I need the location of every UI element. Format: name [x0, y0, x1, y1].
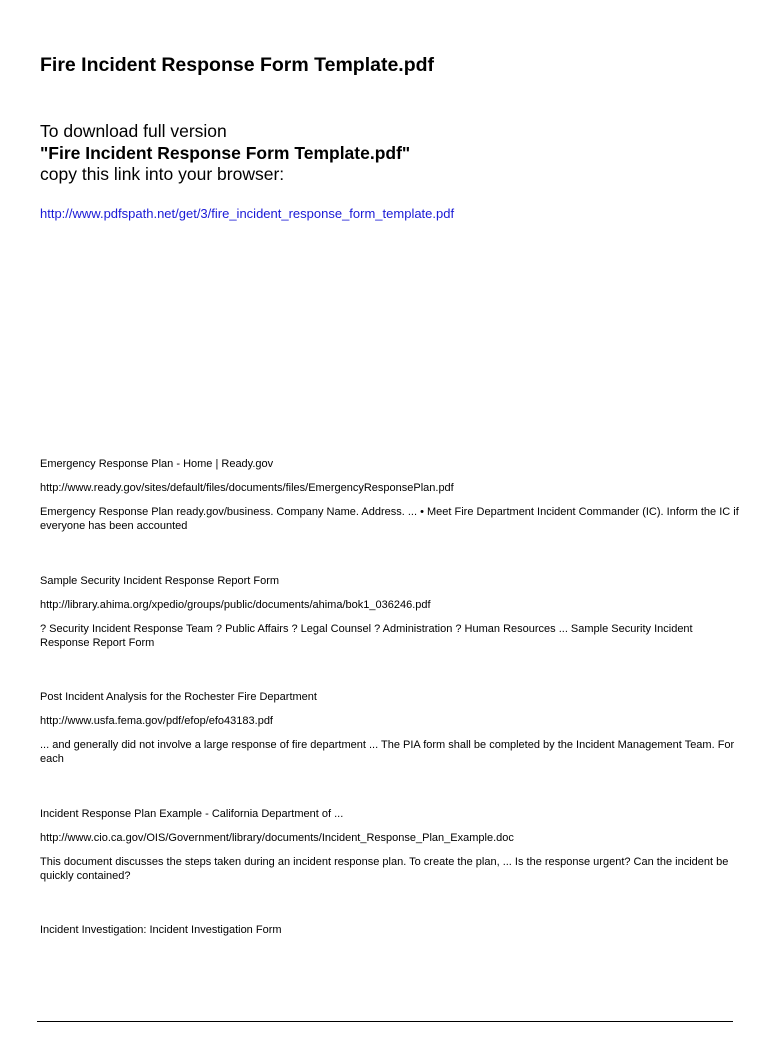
result-title: Sample Security Incident Response Report Form	[40, 574, 280, 587]
result-item-2	[40, 574, 740, 691]
result-title: Incident Investigation: Incident Investigation Form	[40, 924, 282, 936]
result-snippet: Emergency Response Plan ready.gov/business. Company Name. Address. ... • Meet Fire Department Incident Commander (IC). Inform the IC if everyone has been accounted	[40, 506, 739, 532]
result-url: http://www.cio.ca.gov/OIS/Government/library/documents/Incident_Response_Plan_Example.doc	[40, 831, 514, 844]
related-results-list	[40, 457, 740, 1040]
result-title: Post Incident Analysis for the Rochester Fire Department	[40, 691, 317, 703]
result-title: Emergency Response Plan - Home | Ready.gov	[40, 458, 274, 470]
result-url: http://library.ahima.org/xpedio/groups/public/documents/ahima/bok1_036246.pdf	[40, 598, 431, 611]
result-title: Incident Response Plan Example - California Department of ...	[40, 807, 344, 820]
result-item-1	[40, 457, 740, 574]
result-item-5	[40, 923, 740, 1040]
download-instruction: copy this link into your browser:	[40, 164, 285, 184]
document-title: Fire Incident Response Form Template.pdf	[40, 54, 435, 76]
result-item-4	[40, 807, 740, 924]
result-snippet: ? Security Incident Response Team ? Public Affairs ? Legal Counsel ? Administration ? Human Resources ... Sample Security Incident Response Report Form	[40, 622, 693, 649]
download-intro: To download full version	[40, 121, 227, 141]
result-url: http://www.usfa.fema.gov/pdf/efop/efo43183.pdf	[40, 715, 273, 727]
result-url: http://www.ready.gov/sites/default/files/documents/files/EmergencyResponsePlan.pdf	[40, 482, 454, 494]
result-snippet: This document discusses the steps taken during an incident response plan. To create the plan, ... Is the response urgent? Can the incident be quickly contained?	[40, 855, 729, 882]
result-snippet: ... and generally did not involve a large response of fire department ... The PIA form shall be completed by the Incident Management Team. For each	[40, 739, 735, 765]
download-quoted-title: "Fire Incident Response Form Template.pdf"	[40, 142, 411, 163]
page-bottom-divider	[37, 1021, 733, 1022]
download-instructions	[40, 121, 410, 186]
result-item-3	[40, 690, 740, 807]
download-link[interactable]: http://www.pdfspath.net/get/3/fire_incident_response_form_template.pdf	[40, 206, 455, 221]
